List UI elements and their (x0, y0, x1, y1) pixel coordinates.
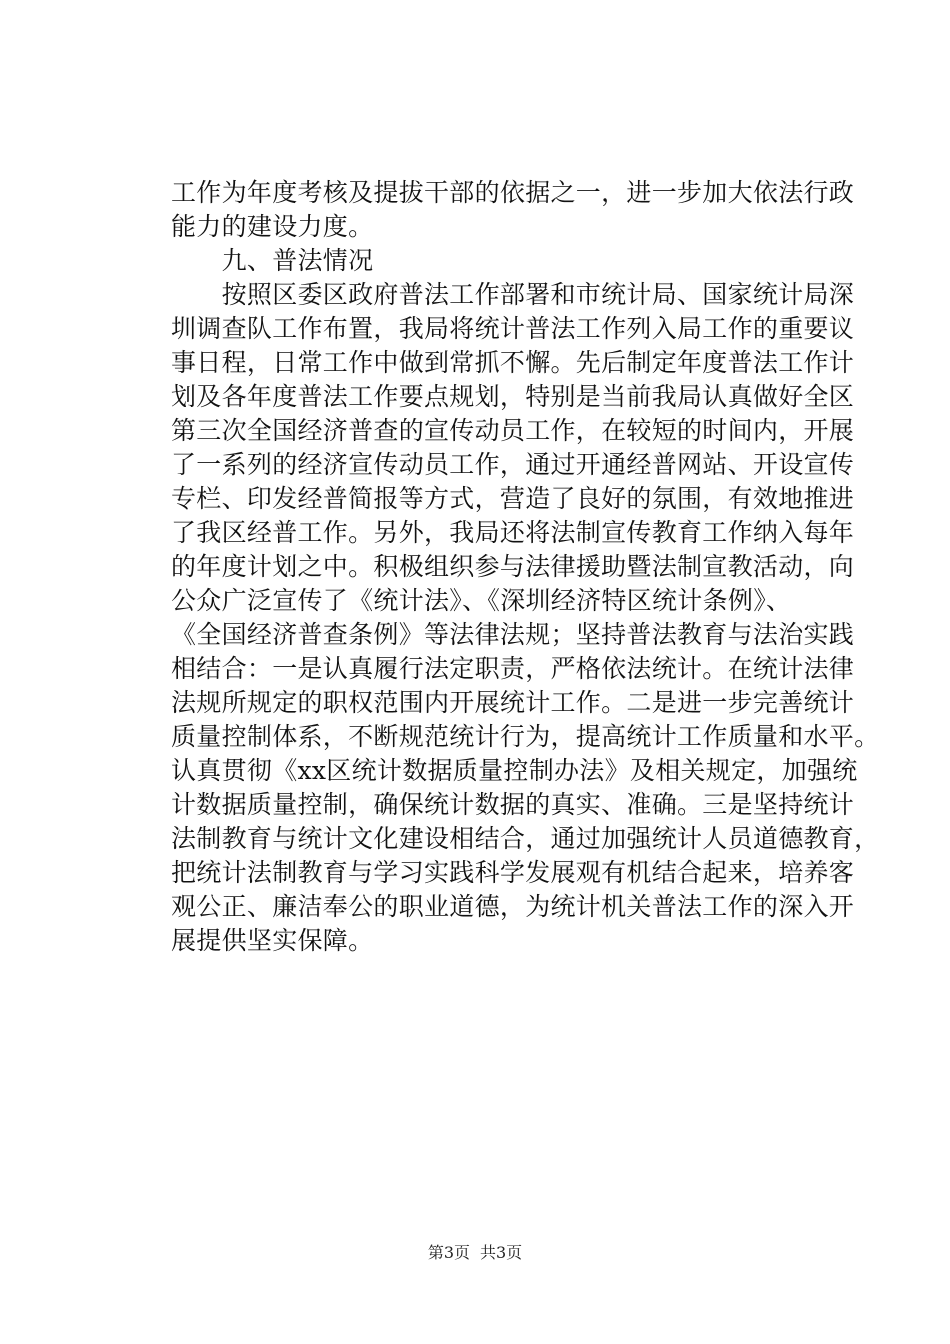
text-line: 了一系列的经济宣传动员工作，通过开通经普网站、开设宣传 (171, 450, 855, 479)
document-body (171, 176, 880, 958)
text-line: 观公正、廉洁奉公的职业道德，为统计机关普法工作的深入开 (171, 892, 855, 921)
text-line: 相结合：一是认真履行法定职责，严格依法统计。在统计法律 (171, 654, 855, 683)
text-line: 能力的建设力度。 (171, 212, 374, 241)
page-footer (0, 1243, 950, 1263)
text-line: 的年度计划之中。积极组织参与法律援助暨法制宣教活动，向 (171, 552, 855, 581)
text-line: 第三次全国经济普查的宣传动员工作，在较短的时间内，开展 (171, 416, 855, 445)
page-total: 共3页 (480, 1243, 523, 1262)
text-line: 按照区委区政府普法工作部署和市统计局、国家统计局深 (171, 280, 855, 309)
text-line: 把统计法制教育与学习实践科学发展观有机结合起来，培养客 (171, 858, 855, 887)
text-line: 认真贯彻《xx区统计数据质量控制办法》及相关规定，加强统 (171, 756, 858, 785)
text-line: 展提供坚实保障。 (171, 926, 374, 955)
text-line: 计数据质量控制，确保统计数据的真实、准确。三是坚持统计 (171, 790, 855, 819)
text-line: 法规所规定的职权范围内开展统计工作。二是进一步完善统计 (171, 688, 855, 717)
text-line: 法制教育与统计文化建设相结合，通过加强统计人员道德教育， (171, 824, 880, 853)
section-heading: 九、普法情况 (171, 246, 374, 275)
text-line: 划及各年度普法工作要点规划，特别是当前我局认真做好全区 (171, 382, 855, 411)
text-line: 工作为年度考核及提拔干部的依据之一，进一步加大依法行政 (171, 178, 855, 207)
text-line: 事日程，日常工作中做到常抓不懈。先后制定年度普法工作计 (171, 348, 855, 377)
text-line: 专栏、印发经普简报等方式，营造了良好的氛围，有效地推进 (171, 484, 855, 513)
text-line: 了我区经普工作。另外，我局还将法制宣传教育工作纳入每年 (171, 518, 855, 547)
page-number: 第3页 (427, 1243, 470, 1262)
text-line: 圳调查队工作布置，我局将统计普法工作列入局工作的重要议 (171, 314, 855, 343)
text-line: 《全国经济普查条例》等法律法规；坚持普法教育与法治实践 (171, 620, 855, 649)
text-line: 质量控制体系，不断规范统计行为，提高统计工作质量和水平。 (171, 722, 880, 751)
text-line: 公众广泛宣传了《统计法》、《深圳经济特区统计条例》、 (171, 586, 792, 615)
